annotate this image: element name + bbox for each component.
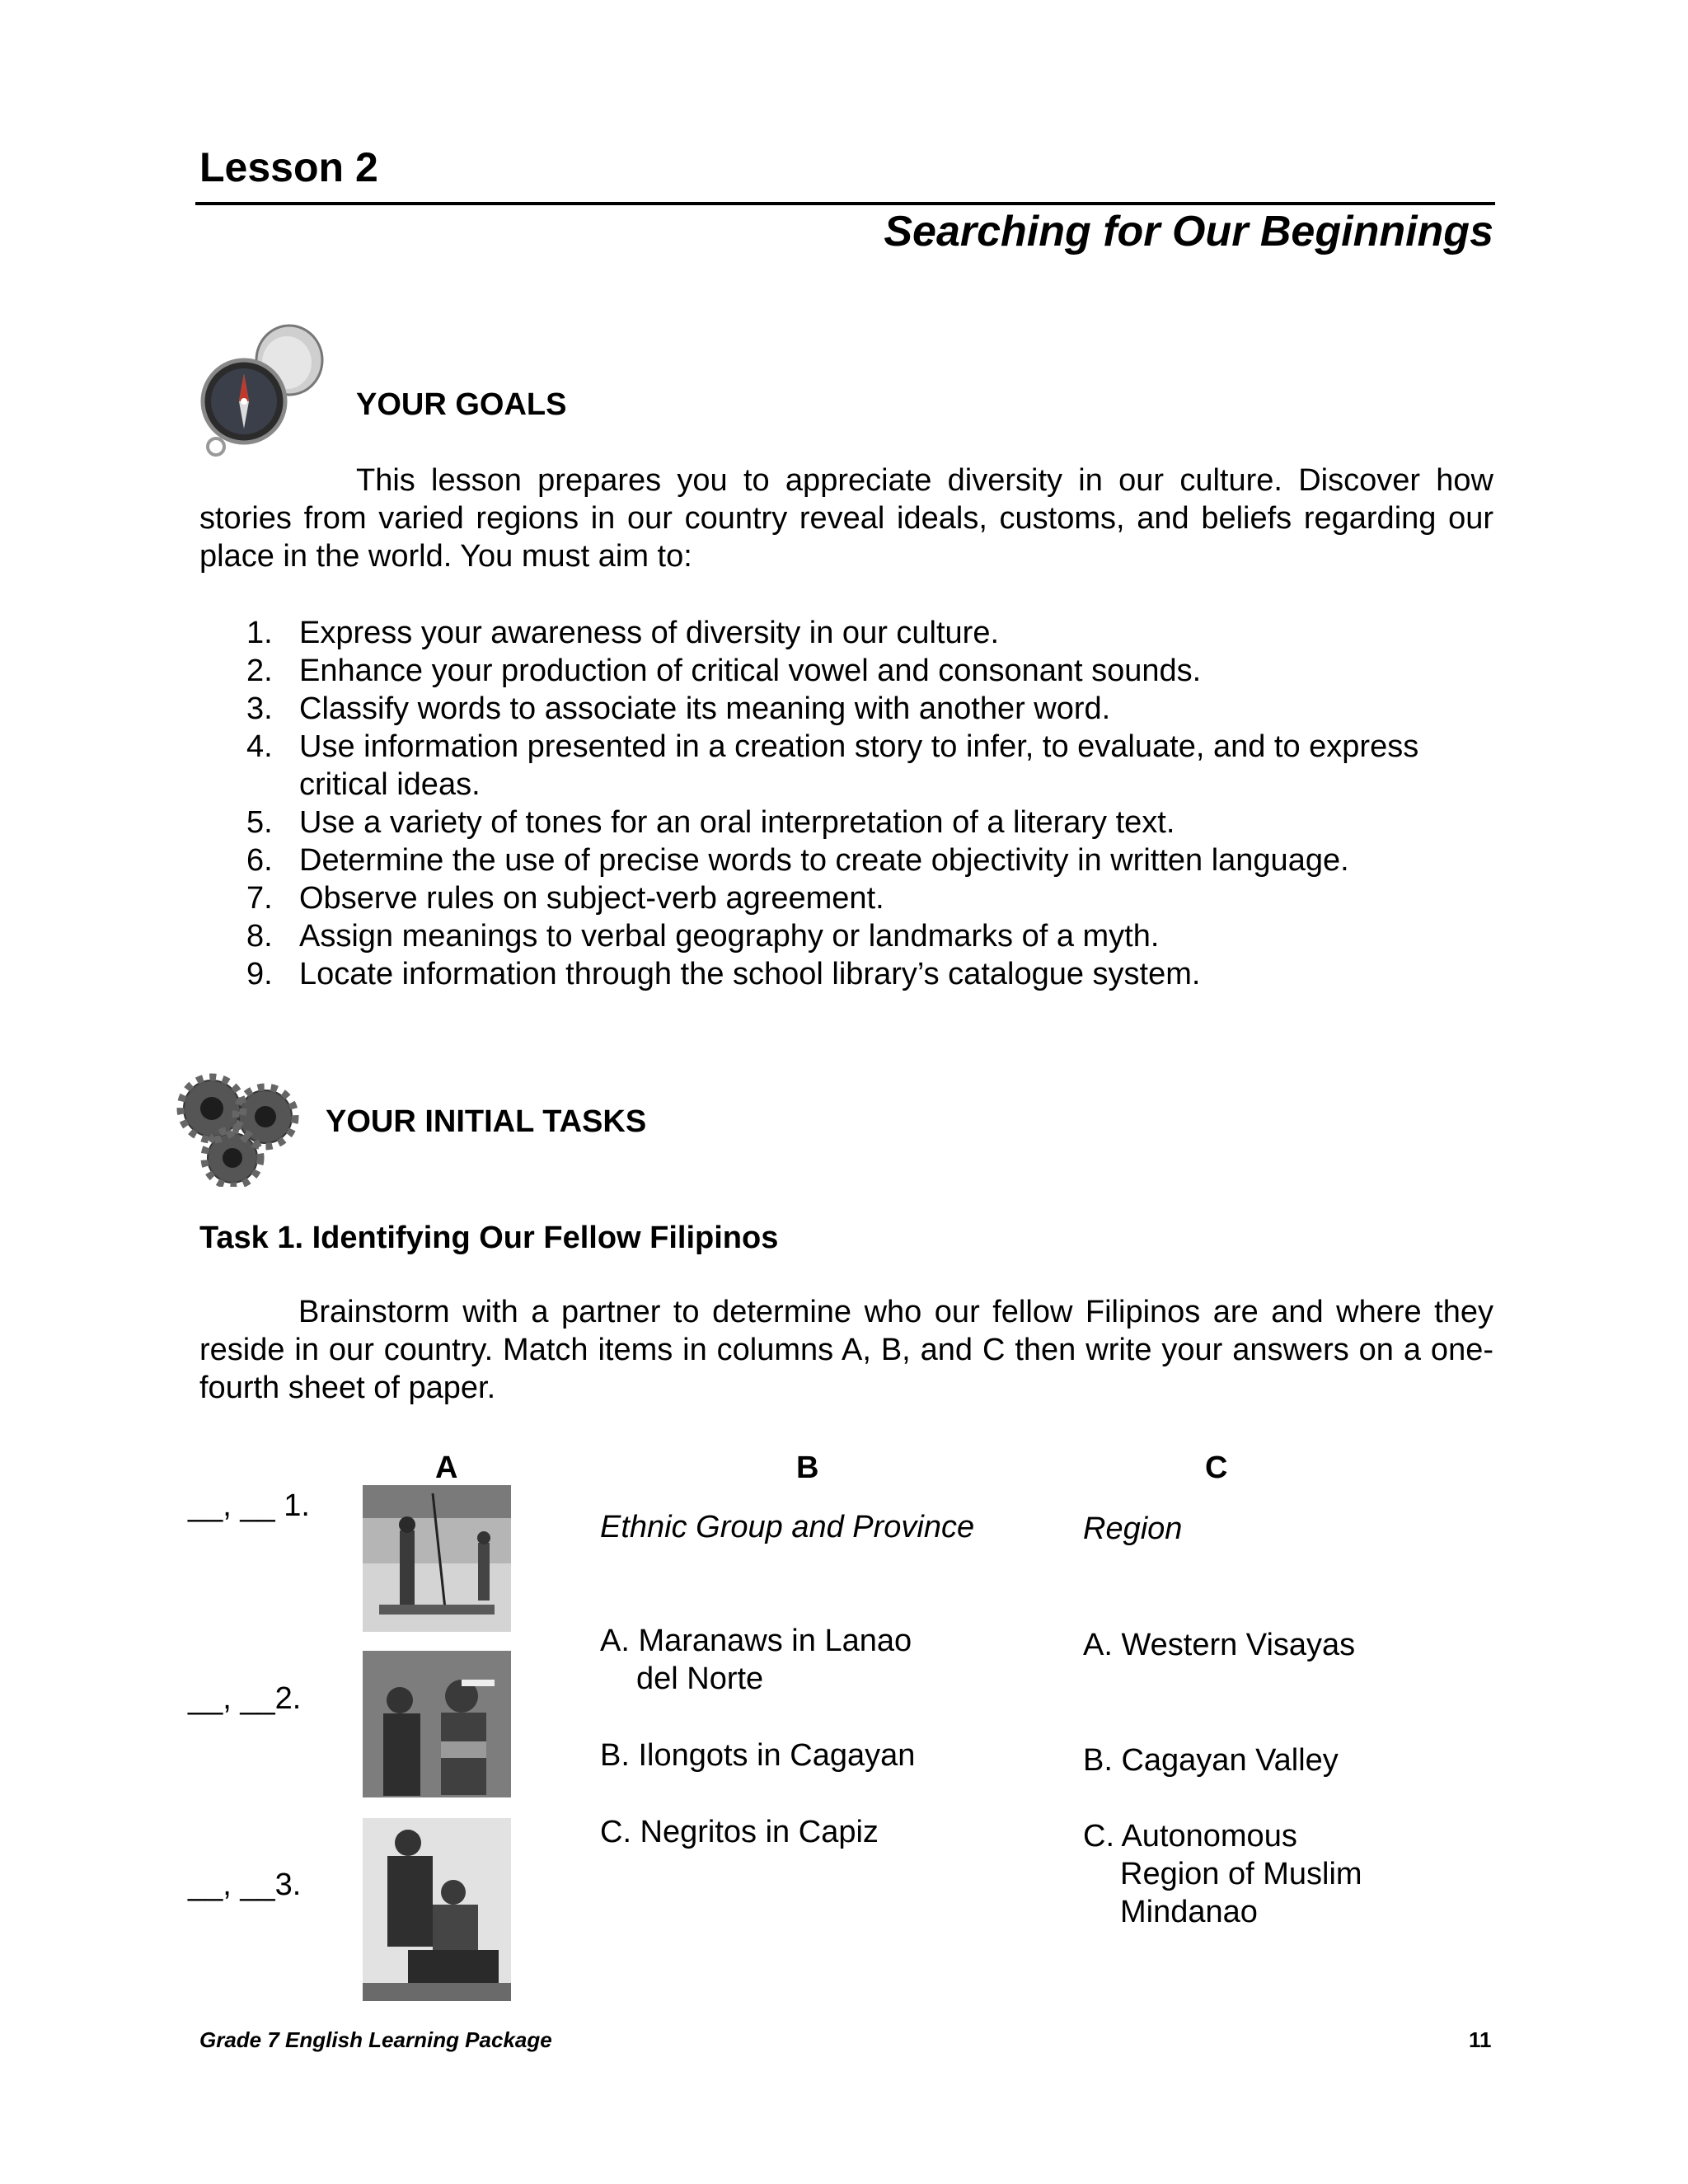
goal-item: 7. Observe rules on subject-verb agreement. — [246, 881, 884, 916]
column-c-item-c: C. Autonomous Region of Muslim Mindanao — [1083, 1819, 1362, 1929]
column-b-item-b: B. Ilongots in Cagayan — [600, 1738, 916, 1773]
compass-icon — [195, 323, 335, 463]
goal-item: 5. Use a variety of tones for an oral interpretation of a literary text. — [246, 805, 1175, 840]
task1-intro — [199, 1293, 1493, 1407]
column-c-item-a: A. Western Visayas — [1083, 1628, 1356, 1662]
footer-package-title: Grade 7 English Learning Package — [199, 2027, 552, 2052]
goal-item: 9. Locate information through the school library’s catalogue system. — [246, 957, 1201, 991]
goal-item: 8. Assign meanings to verbal geography or landmarks of a myth. — [246, 919, 1160, 954]
task1-title: Task 1. Identifying Our Fellow Filipinos — [199, 1221, 779, 1255]
task1-intro-text: Brainstorm with a partner to determine who our fellow Filipinos are and where they reside in our country. Match items in columns A, B, and C then write your answers on a one-fourth sheet of paper. — [199, 1295, 1493, 1405]
column-c-item-b: B. Cagayan Valley — [1083, 1743, 1339, 1778]
header-rule — [195, 202, 1495, 205]
goals-intro-text: This lesson prepares you to appreciate diversity in our culture. Discover how stories from varied regions in our country reveal ideals, customs, and beliefs regarding our place in the world. You must aim to: — [199, 463, 1493, 574]
column-b-item-a: A. Maranaws in Lanao del Norte — [600, 1624, 912, 1696]
column-b-item-c: C. Negritos in Capiz — [600, 1815, 879, 1849]
answer-blank-1: __, __ 1. — [188, 1488, 310, 1523]
goals-intro — [199, 462, 1493, 575]
goal-item: 3. Classify words to associate its meaning with another word. — [246, 691, 1111, 726]
photo-family-portrait — [363, 1818, 511, 2001]
lesson-title: Searching for Our Beginnings — [884, 208, 1493, 255]
column-b-label: B — [796, 1451, 819, 1485]
lesson-number: Lesson 2 — [199, 144, 378, 190]
column-a-label: A — [435, 1451, 458, 1485]
tasks-heading: YOUR INITIAL TASKS — [326, 1104, 647, 1139]
photo-men-in-forest — [363, 1651, 511, 1797]
column-c-label: C — [1205, 1451, 1228, 1485]
goals-list — [199, 614, 1495, 993]
column-c-header: Region — [1083, 1511, 1183, 1546]
goal-item: 4. Use information presented in a creation story to infer, to evaluate, and to express critical ideas. — [246, 729, 1419, 802]
goals-heading: YOUR GOALS — [356, 387, 567, 422]
column-b-header: Ethnic Group and Province — [600, 1510, 975, 1544]
goal-item: 2. Enhance your production of critical vowel and consonant sounds. — [246, 654, 1202, 688]
page-number: 11 — [1469, 2027, 1492, 2052]
photo-men-on-raft — [363, 1485, 511, 1632]
answer-blank-2: __, __2. — [188, 1681, 302, 1716]
goal-item: 6. Determine the use of precise words to create objectivity in written language. — [246, 843, 1349, 878]
gears-icon — [175, 1071, 307, 1187]
goal-item: 1. Express your awareness of diversity in our culture. — [246, 616, 1000, 650]
answer-blank-3: __, __3. — [188, 1868, 302, 1902]
